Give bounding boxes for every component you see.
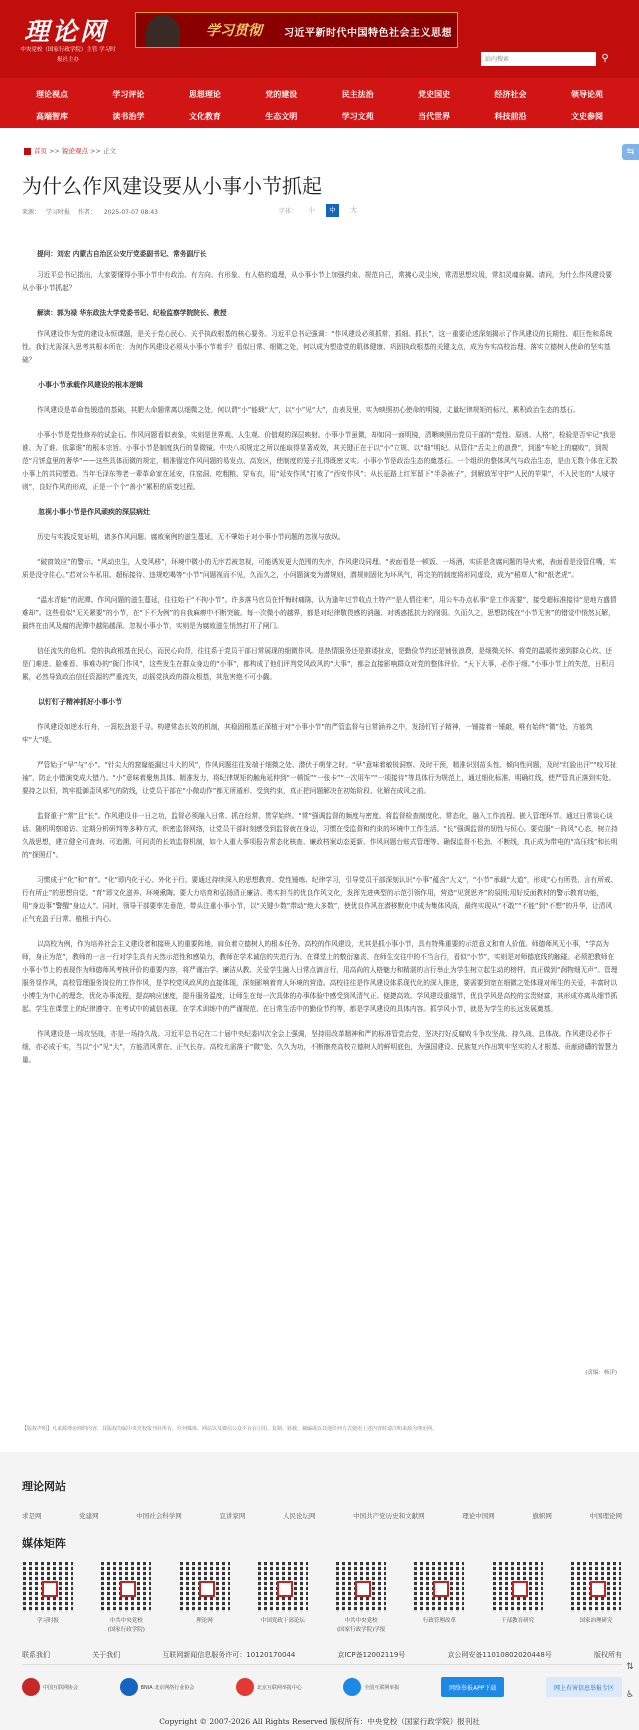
media-name: 中共中央党校 (109, 1618, 143, 1624)
media-name-sub: (国家行政学院)学报 (336, 1627, 386, 1633)
font-size-switcher (279, 204, 360, 217)
site-link[interactable]: 党建网 (79, 1512, 99, 1520)
media-qr-item[interactable] (492, 1562, 544, 1635)
section-heading: 以钉钉子精神抓好小事小节 (38, 698, 122, 706)
article-title: 为什么作风建设要从小事小节抓起 (22, 174, 322, 198)
nav-item[interactable]: 领导论苑 (570, 90, 603, 99)
search-icon[interactable]: ⚲ (596, 51, 614, 67)
theory-sites-heading: 理论网站 (22, 1480, 66, 1493)
site-link[interactable]: 旗帜网 (532, 1512, 552, 1520)
font-size-label: 字体： (279, 208, 298, 215)
site-link[interactable]: 宣讲家网 (219, 1512, 246, 1520)
nav-item[interactable]: 科技前沿 (494, 112, 527, 121)
search-input[interactable] (481, 52, 601, 66)
media-qr-item[interactable] (179, 1562, 231, 1635)
qr-code-image (336, 1562, 386, 1612)
media-qr-item[interactable] (100, 1562, 152, 1635)
source-label: 来源： (22, 209, 41, 216)
badge-app-download[interactable]: 网络举报APP下载 (441, 1677, 504, 1697)
badge-isc[interactable] (22, 1677, 78, 1697)
media-name: 中共中央党校 (344, 1618, 378, 1624)
publish-date: 2025-07-07 08:43 (103, 209, 158, 216)
badge-label: 全国互联网举报 (364, 1684, 400, 1691)
qr-code-image (180, 1562, 230, 1612)
isc-logo-icon (22, 1678, 40, 1696)
site-header (0, 0, 639, 78)
article-paragraph: 习惯成于“化”和“育”。“化”即内化于心、外化于行。要通过持续深入的思想教育、党性锤炼、纪律学习，引导党员干部深刻认识“小事”蕴含“大义”，“小节”承载“大道”，形成“心有所畏、言有所戒、行有所止”的思想自觉。“育”即文化滋养、环境熏陶。要大力培育和弘扬清正廉洁、勇实担当的优良作风文化，发挥先进典型的示范引领作用，营造“见贤思齐”的氛围;用好反面教材的警示教育功能，用“身边事”警醒“身边人”。同时，领导干部要率先垂范，带头注重小事小节，以“关键少数”带动“绝大多数”，使优良作风在潜移默化中成为集体风尚，最终实现从“不敢”“不能”到“不想”的升华，让清风正气充盈于日常、植根于内心。 (22, 876, 618, 923)
footer-info-item: 京ICP备12002119号 (337, 1651, 406, 1659)
media-qr-item[interactable] (570, 1562, 622, 1635)
article-paragraph: 信任流失的危机。党的执政根基在民心，而民心向背，往往系于党员干部日常展现的细微作风。是热情服务还是推诿扯皮，是勤俭节约还是铺张浪费，是细微关怀、将党的温暖传递到群众心坎、还是门难进、脸难看、事难办的“衙门作风”，这些发生在群众身边的“小事”，都构成了他们评判党风政风的“大事”，都会直接影响群众对党的整体评价。“天下大事，必作于细。”小事小节上的失范，日积月累，必然导致政治信任资源的严重流失，动摇党执政的群众根基，其危害绝不可小觑。 (22, 647, 615, 681)
banner-text: 习近平新时代中国特色社会主义思想 (284, 28, 452, 39)
footer-info-item[interactable]: 版权所有 (593, 1651, 622, 1659)
qa-label: 提问：刘宏 内蒙古自治区公安厅党委副书记、常务副厅长 (37, 250, 207, 258)
beijing-report-icon (236, 1678, 254, 1696)
home-icon (24, 148, 31, 155)
article-paragraph: 作风建设是一场攻坚战，亦是一场持久战。习近平总书记在二十届中央纪委四次全会上强调，坚持用改革精神和严的标准管党治党，坚决打好反腐败斗争攻坚战、持久战、总体战。作风建设必作于细，亦必成于实，当以“小”见“大”，方能清风常在、正气长存。高校尤需落于“微”处、久久为功，不断擦亮高校立德树人的鲜明底色，为强国建设、民族复兴作出筑牢坚实的人才根基、贡献磅礴的智慧力量。 (22, 1030, 618, 1064)
site-link[interactable]: 中国社会科学网 (136, 1512, 182, 1520)
media-name: 干部教育研究 (501, 1618, 535, 1624)
nav-item[interactable]: 党史国史 (418, 90, 451, 99)
badge-label: 北京互联网举报中心 (256, 1684, 302, 1691)
font-size-large-button[interactable]: 大 (350, 206, 357, 214)
theme-banner[interactable] (135, 12, 458, 48)
site-logo[interactable]: 理论网 (24, 17, 109, 46)
site-link[interactable]: 求是网 (22, 1512, 42, 1520)
site-link[interactable]: 理论中国网 (462, 1512, 495, 1520)
copyright-notice: 【版权声明】凡来源理论网的内容，其版权均属中央党校报刊社所有，任何媒体、网站以及微信公众平台在引用、复制、转载、摘编或以其他任何方式使用上述内容时请注明来源为理论网。 (22, 1426, 438, 1432)
media-name: 中国党政干部论坛 (260, 1618, 305, 1624)
badge-national-report[interactable] (343, 1677, 399, 1697)
accessibility-icon[interactable]: ♿ (625, 1690, 635, 1700)
nav-item[interactable]: 当代世界 (418, 112, 451, 121)
badge-label: 中国互联网协会 (43, 1684, 79, 1691)
article-paragraph: 小事小节是党性修养的试金石。作风问题看似表象，实则是世界观、人生观、价值观的深层映射。小事小节虽微，却如同一面明镜，清晰映照出党员干部的“党性、原则、人格”，检验是否牢记“我是谁、为了谁、依靠谁”的根本宗旨。小事小节是制度执行的显微镜。中央八项规定之所以能取得显著成效，其关键正在于以“小”立规、以“细”明纪。从管住“舌尖上的浪费”，到遏“车轮上的腐败”，到规范“月饼盒里的奢华”——这些具体而微的规定，精准锚定作风问题的易发点、高发区，使制度的笼子扎得既密又实。小事小节是政治生态的奠基石。一个组织的整体风气与政治生态，是由无数个体在无数小事上的共同塑造。当年毛泽东等老一辈革命家在延安，住窑洞、吃粗粮、穿布衣，用“延安作风”打败了“西安作风”；从长征路上红军留下“半条被子”，到解放军守护“人民的苹果”，不人民宅的“人城守则”，良好作风的形成，正是一个个“善小”累积的质变过程。 (22, 431, 618, 491)
media-qr-item[interactable] (257, 1562, 309, 1635)
copyright-line: Copyright © 2007-2026 All Rights Reserved 版权所有：中央党校（国家行政学院）报刊社 (159, 1717, 480, 1726)
breadcrumb-section[interactable]: 锐论观点 (62, 147, 89, 155)
back-to-top-icon[interactable]: ⇅ (626, 1662, 634, 1672)
footer-info-item[interactable]: 联系我们 (22, 1651, 50, 1659)
footer-info-item[interactable]: 关于我们 (92, 1651, 121, 1659)
media-qr-item[interactable] (413, 1562, 465, 1635)
qr-code-image (101, 1562, 151, 1612)
footer-divider (22, 1664, 622, 1665)
font-size-small-button[interactable]: 小 (308, 206, 315, 214)
nav-item[interactable]: 学习评论 (112, 90, 145, 99)
nav-item[interactable]: 经济社会 (494, 90, 527, 99)
site-link[interactable]: 中国理论网 (589, 1512, 622, 1520)
article-paragraph: 严管始于“早”与“小”。“针尖大的窟窿能漏过斗大的风”，作风问题往往发端于细微之处、潜伏于萌芽之时。“早”意味着敏锐洞察、及时干预，精准识别苗头性、倾向性问题，及时“红脸出汗”“咬耳扯袖”，防止小错演变成大错乃。“小”意味着聚焦具体、精准发力，将纪律规矩的触角延伸到“一顿饭”“一张卡”“一次用车”“一项接待”等具体行为规范上，通过细化标准、明确红线，使严管真正落到实处。要持之以恒，筑牢抵御歪风邪气的防线，让党员干部在“小微动作”都无所遁形、受到约束，真正把问题解决在初始阶段、化解在成风之前。 (22, 761, 617, 795)
qr-code-image (23, 1562, 73, 1612)
article-paragraph: “破窗效应”的警示。“风动虫生，人变风移”，环境中微小的无序若被忽视，可能诱发更大范围的失序，作风建设同理。“表面看是一顿饭、一场酒，实质是贪腐问题的导火索，表面看是没管住嘴，实质是没守住心。”若对公车私用、超标接待、违规吃喝等“小节”问题视而不见，久而久之，小问题演变为潜规则，潜规则固化为坏风气，再完美的制度将形同虚设，成为“稻草人”和“纸老虎”。 (22, 558, 617, 579)
media-name: 学习时报 (36, 1618, 59, 1624)
editor-credit: (责编：杨洋) (585, 1370, 617, 1376)
article-paragraph: 以高校为例，作为培养社会主义建设者和接班人的重要阵地，肩负着立德树人的根本任务。高校的作风建设，尤其是抓小事小节，具有特殊重要的示范意义和育人价值。师德师风无小事，“学高为师，身正为范”，教师的一言一行对学生具有天然示范性和感染力，教师在学术诚信的失范行为、在课堂上的敷衍塞责、在师生交往中的不当言行，看似“小节”，实则是对师德底线的触碰。必须把教师在小事小节上的表现作为师德师风考核评价的重要内容，将严谨治学、廉洁从教、关爱学生融入日常点滴言行，用高尚的人格魅力和精湛的言行举止为学生树立起生动的榜样，真正做到“润物细无声”。管理服务显作风，高校管理服务岗位的工作作风，是学校党风政风的直接体现，深刻影响着育人环境的营造。高校往往是作风建设体系现代化的深入推进，要需要到宽在细微之处体现对师生的关爱，丰富时以小博生为中心的理念，优化办事流程，提高响应速度，提升服务温度，让师生在每一次具体的办事体验中感受到风清气正、便捷高效。学风建设重细节，优良学风是高校的宝贵财富，其形成亦离从细节抓起。学生在课堂上的纪律遵守、在考试中的诚信表现、在学术训练中的严谨规范、在日常生活中的勤俭节约等，都是学风建设的具体内容。抓学风小节，就是为学生的长远发展奠基。 (22, 940, 618, 1013)
breadcrumb-sep: >> (47, 147, 63, 155)
footer-info-item: 互联网新闻信息服务许可：10120170044 (162, 1651, 296, 1659)
qr-code-image (258, 1562, 308, 1612)
breadcrumb-home[interactable]: 首页 (34, 147, 47, 155)
portrait-image (146, 15, 180, 48)
badge-harmful-info[interactable]: 网上有害信息举报专区 (546, 1677, 622, 1697)
badge-beijing-report[interactable] (236, 1677, 302, 1697)
nav-item[interactable]: 民主法治 (341, 90, 374, 99)
national-report-icon (343, 1678, 361, 1696)
site-link[interactable]: 中国共产党历史和文献网 (353, 1512, 425, 1520)
article-paragraph: 监督重于“常”且“长”。作风建设非一日之功，监督必须融入日常、抓在经常、贯穿始终。“常”强调监督的频度与密度。将监督检查制度化、常态化，融入工作流程、嵌入管理环节。通过日常谈心谈话、随机明察暗访、定期分析研判等多种方式，织密监督网络，让党员干部时刻感受到监督就在身边，习惯在受监督和约束的环境中工作生活。“长”强调监督的韧性与恒心。要克服“一阵风”心态，树立持久战思想，建立健全可查询、可追溯、可问责的长效监督机制，如个人重大事项报告常态化核查、廉政档案动态更新、作风问题台账式管理等。确保监督不松劲、不断线，真正成为带电的“高压线”和长明的“探照灯”。 (22, 812, 618, 859)
badge-label: BNIA 北京网络行业协会 (140, 1684, 195, 1691)
nav-item[interactable]: 文史参阅 (570, 112, 603, 121)
breadcrumb-sep: >> (88, 147, 104, 155)
main-nav (0, 78, 639, 128)
nav-item[interactable]: 思想理论 (188, 90, 221, 99)
site-link[interactable]: 人民论坛网 (283, 1512, 316, 1520)
breadcrumb (24, 146, 116, 155)
media-qr-item[interactable] (335, 1562, 387, 1635)
nav-item[interactable]: 读书治学 (112, 112, 145, 121)
logo-subtitle: 中央党校（国家行政学院）主管 学习时报社主办 (20, 47, 116, 63)
article-body (22, 248, 618, 1079)
qr-code-image (571, 1562, 621, 1612)
nav-item[interactable]: 学习文苑 (341, 112, 374, 121)
article-paragraph: 作风建设如逆水行舟，一篙松劲退千寻。构建常态长效的机制，其稳固根基正深植于对“小事小节”的严管监督与日常涵养之中，发扬钉钉子精神，一锤接着一锤敲，唯有始终“微”处，方能筑牢“大”堤。 (22, 723, 593, 744)
nav-item[interactable]: 文化教育 (188, 112, 221, 121)
section-heading: 小事小节承载作风建设的根本逻辑 (38, 381, 143, 389)
nav-item[interactable]: 生态文明 (265, 112, 298, 121)
section-heading: 忽视小事小节是作风顽疾的深层病灶 (38, 508, 150, 516)
article-meta (22, 207, 164, 216)
media-name: 国家治理研究 (579, 1618, 613, 1624)
article-paragraph: 历史与实践反复证明，诸多作风问题、腐败案例的滋生蔓延，无不肇始于对小事小节问题的忽视与放纵。 (37, 533, 345, 541)
nav-item[interactable]: 党的建设 (265, 90, 298, 99)
author-label: 作者： (77, 209, 96, 216)
media-name: 行政管理改革 (422, 1618, 456, 1624)
article-paragraph: 习近平总书记指出，大家要懂得小事小节中有政治、有方向、有形象、有人格的道理，从小事小节上加强约束、规范自己，常拂心灵尘埃，常清思想垃圾，常扣灵魂奋翼。请问，为什么作风建设要从小事小节抓起？ (22, 271, 613, 292)
article-paragraph: “温水青蛙”的泥潭。作风问题的滋生蔓延，往往始于“不拘小节”。许多落马官员在忏悔时痛陈，认为逢年过节收点土特产“是人情往来”，用公车办点私事“是工作需要”，接受超标准接待“是地方盛情难却”。这些看似“无关紧要”的小节，在“下不为例”的自我麻痹中不断突破。每一次微小的越界，都是对纪律敬畏感的消融、对诱惑抵抗力的削弱。久而久之，思想防线在“小节无害”的错觉中悄然瓦解，最终在由风及腐的泥潭中越陷越深。忽视小事小节，实则是为腐败滋生悄然打开了闸门。 (22, 596, 617, 630)
article-paragraph: 作风建设作为党的建设永恒课题，是关于党心民心、关乎执政根基的核心要务。习近平总书记强调：“作风建设必须抓常、抓细、抓长”，这一重要论述深刻揭示了作风建设的长期性、艰巨性和系统性。我们尤需深入思考其根本所在：为何作风建设必须从小事小节着手？看似日常、细微之处，何以成为塑造党的肌体健康、巩固执政根基的关键支点，成为夯实高校治理、落实立德树人使命的坚实基础？ (22, 330, 613, 364)
source-value: 学习时报 (46, 209, 71, 216)
media-matrix-heading: 媒体矩阵 (22, 1537, 66, 1550)
footer-badges (22, 1677, 622, 1697)
media-qr-list (22, 1562, 622, 1635)
media-qr-item[interactable] (22, 1562, 74, 1635)
font-size-medium-button[interactable]: 中 (326, 204, 339, 217)
share-icon[interactable]: ⇆ (622, 144, 639, 160)
badge-bnia[interactable] (120, 1677, 195, 1697)
qr-code-image (414, 1562, 464, 1612)
media-name-sub: (国家行政学院) (107, 1627, 145, 1633)
media-name: 理论网 (196, 1618, 213, 1624)
theory-sites-list (22, 1511, 622, 1520)
bnia-logo-icon (120, 1678, 138, 1696)
footer-info-item: 京公网安备11010802020448号 (447, 1651, 552, 1659)
banner-gold-text: 学习贯彻 (206, 23, 262, 39)
qa-label: 解读：郭为禄 华东政法大学党委书记、纪检监察学院院长、教授 (37, 309, 227, 317)
qr-code-image (493, 1562, 543, 1612)
nav-item[interactable]: 理论视点 (36, 90, 68, 99)
article-paragraph: 作风建设是革命性锻造的基础，其肥大命题常离以细微之处，何以谓“小”能载“大”，以“小”见“大”，由表及里，实为映照初心使命的明镜，丈量纪律规矩的标尺，累积政治生态的基石。 (37, 406, 580, 414)
breadcrumb-current: 正文 (103, 147, 117, 155)
footer-info-bar (22, 1650, 622, 1660)
nav-item[interactable]: 高端智库 (36, 112, 68, 121)
